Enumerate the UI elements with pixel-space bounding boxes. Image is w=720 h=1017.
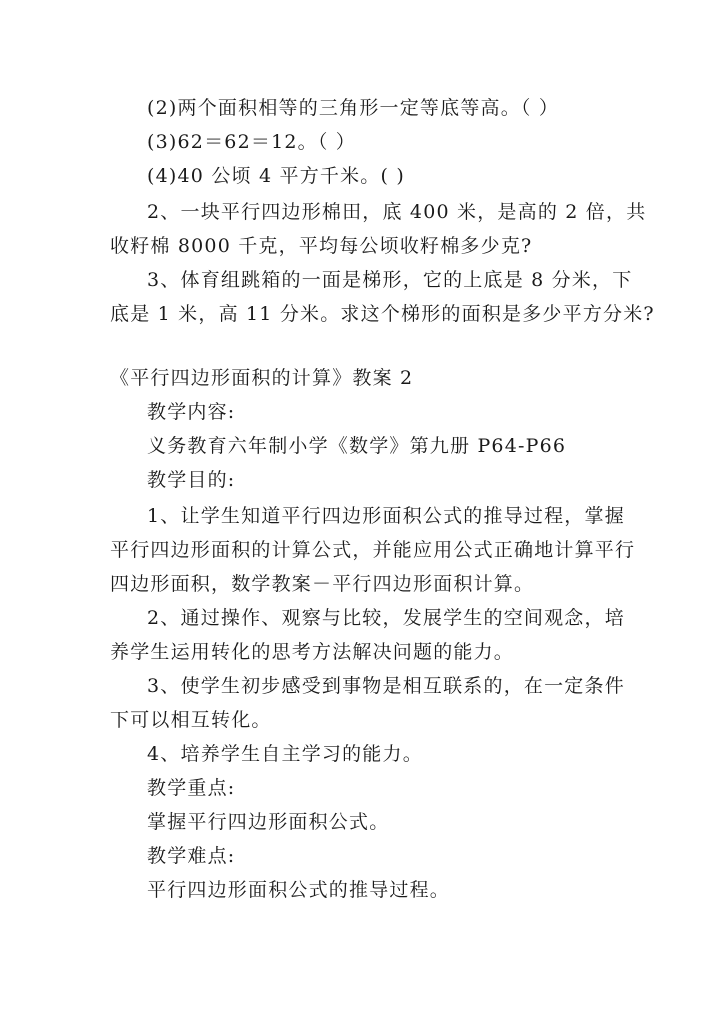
key-point-text: 掌握平行四边形面积公式。: [147, 811, 390, 833]
textbook-reference: 义务教育六年制小学《数学》第九册 P64-P66: [147, 435, 567, 457]
goal-2-line-1: 2、通过操作、观察与比较，发展学生的空间观念，培: [147, 607, 625, 629]
goal-3-line-1: 3、使学生初步感受到事物是相互联系的，在一定条件: [147, 675, 625, 697]
exercise-2-text: (2)两个面积相等的三角形一定等底等高。（ ）: [147, 97, 560, 119]
goal-1-line-2: 平行四边形面积的计算公式，并能应用公式正确地计算平行: [110, 539, 636, 561]
heading-difficult-points: 教学难点:: [147, 845, 236, 867]
problem-3-line-2: 底是 1 米，高 11 分米。求这个梯形的面积是多少平方分米?: [110, 303, 655, 325]
exercise-4-text: (4)40 公顷 4 平方千米。( ): [147, 165, 405, 187]
goal-3-line-2: 下可以相互转化。: [110, 709, 272, 731]
heading-key-points: 教学重点:: [147, 777, 236, 799]
problem-3-line-1: 3、体育组跳箱的一面是梯形，它的上底是 8 分米，下: [147, 269, 633, 291]
exercise-3-text: (3)62＝62＝12。（ ）: [147, 131, 356, 153]
goal-2-line-2: 养学生运用转化的思考方法解决问题的能力。: [110, 641, 515, 663]
difficult-point-text: 平行四边形面积公式的推导过程。: [147, 879, 451, 901]
problem-2-line-1: 2、一块平行四边形棉田，底 400 米，是高的 2 倍，共: [147, 201, 647, 223]
goal-1-line-1: 1、让学生知道平行四边形面积公式的推导过程，掌握: [147, 505, 625, 527]
heading-teaching-goals: 教学目的:: [147, 469, 236, 491]
goal-4-text: 4、培养学生自主学习的能力。: [147, 743, 423, 765]
goal-1-line-3: 四边形面积，数学教案－平行四边形面积计算。: [110, 573, 535, 595]
heading-teaching-content: 教学内容:: [147, 401, 236, 423]
lesson-plan-title: 《平行四边形面积的计算》教案 2: [110, 367, 414, 389]
problem-2-line-2: 收籽棉 8000 千克，平均每公顷收籽棉多少克?: [110, 235, 533, 257]
